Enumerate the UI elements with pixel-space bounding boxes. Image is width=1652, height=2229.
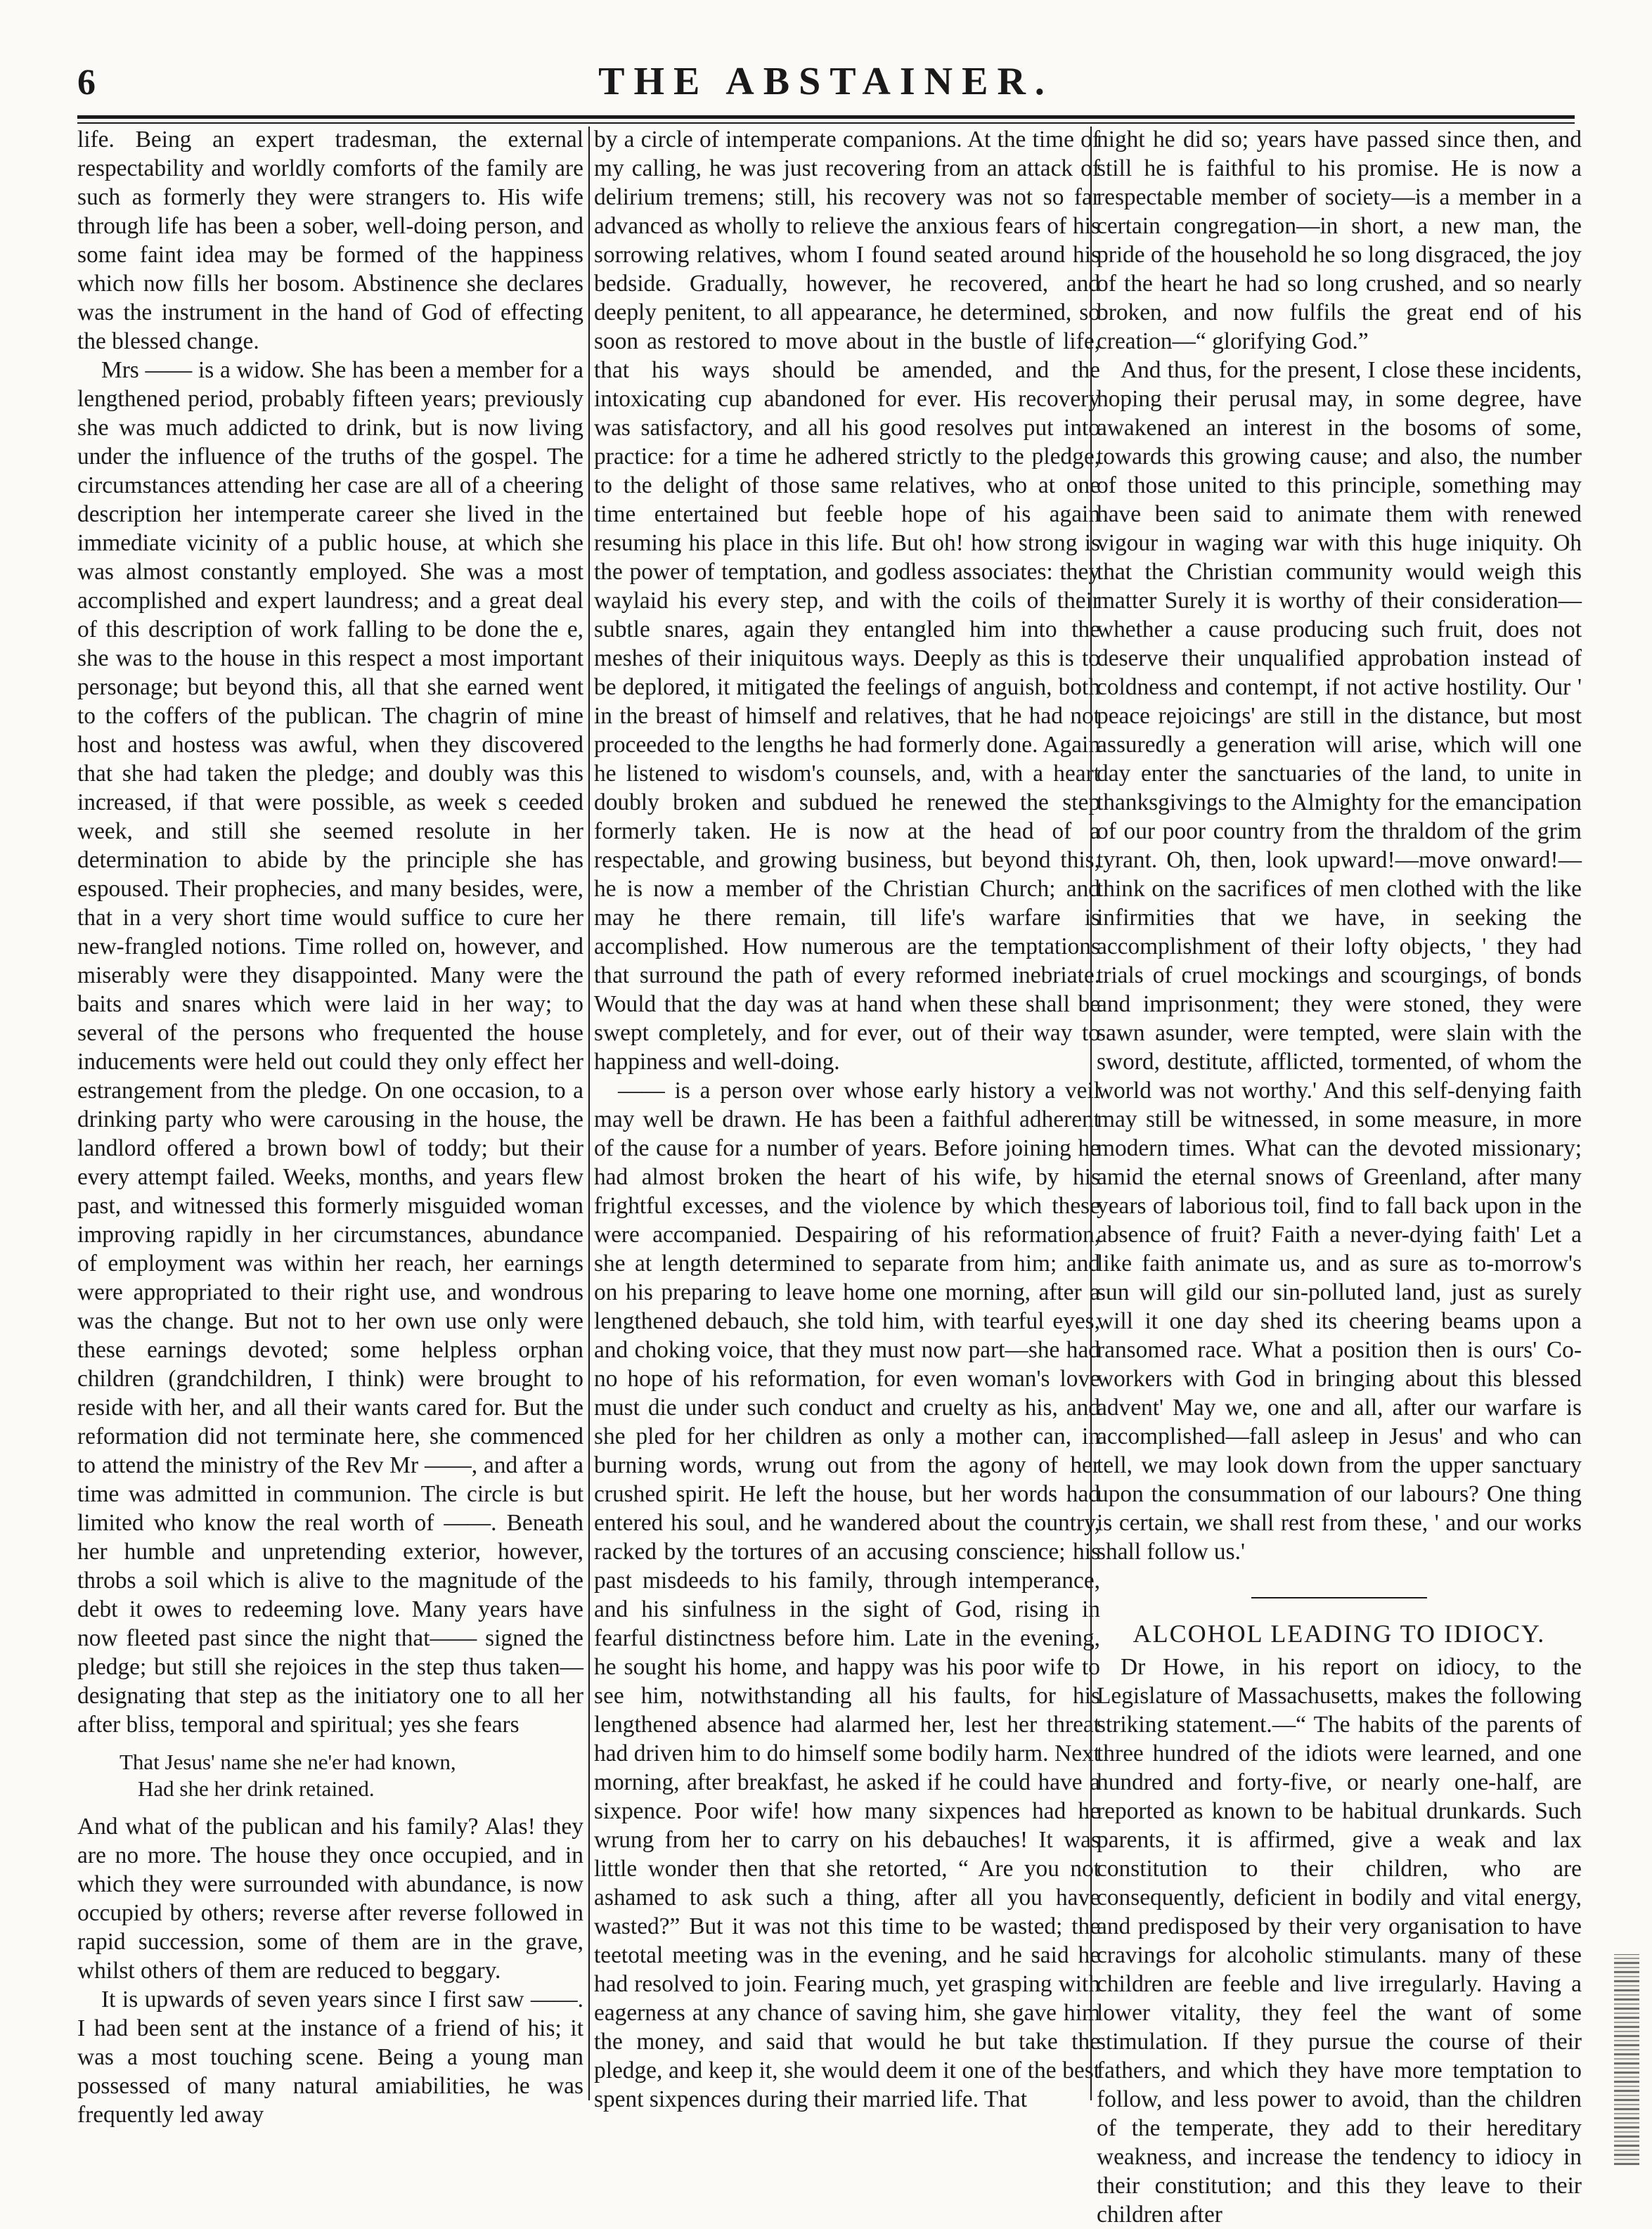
masthead-title: THE ABSTAINER. xyxy=(598,60,1054,103)
column-2 xyxy=(594,125,1100,2112)
paragraph: life. Being an expert tradesman, the external respectability and worldly comforts of the family are such as formerly they were strangers to. His wife through life has been a sober, well-doing person, and some faint idea may be formed of the happiness which now fills her bosom. Abstinence she declares was the instrument in the hand of God of effecting the blessed change. xyxy=(77,127,583,354)
paragraph: Mrs —— is a widow. She has been a member for a lengthened period, probably fifteen years; previously she was much addicted to drink, but is now living under the influence of the truths of the gospel. The circumstances attending her case are all of a cheering description her intemperate career she lived in the immediate vicinity of a public house, at which she was almost constantly employed. She was a most accomplished and expert laundress; and a great deal of this description of work falling to be done the e, she was to the house in this respect a most important personage; but beyond this, all that she earned went to the coffers of the publican. The chagrin of mine host and hostess was awful, when they discovered that she had taken the pledge; and doubly was this increased, if that were possible, as week s ceeded week, and still she seemed resolute in her determination to abide by the principle she has espoused. Their prophecies, and many besides, were, that in a very short time would suffice to cure her new-frangled notions. Time rolled on, however, and miserably were they disappointed. Many were the baits and snares which were laid in her way; to several of the persons who frequented the house inducements were held out could they only effect her estrangement from the pledge. On one occasion, to a drinking party who were carousing in the house, the landlord offered a brown bowl of toddy; but their every attempt failed. Weeks, months, and years flew past, and witnessed this formerly misguided woman improving rapidly in her circumstances, abundance of employment was within her reach, her earnings were appropriated to their right use, and wondrous was the change. But not to her own use only were these earnings devoted; some helpless orphan children (grandchildren, I think) were brought to reside with her, and all their wants cared for. But the reformation did not terminate here, she commenced to attend the ministry of the Rev Mr ——, and after a time was admitted in communion. The circle is but limited who know the real worth of ——. Beneath her humble and unpretending exterior, however, throbs a soil which is alive to the magnitude of the debt it owes to redeeming love. Many years have now fleeted past since the night that—— signed the pledge; but still she rejoices in the step thus taken—designating that step as the initiatory one to all her after bliss, temporal and spiritual; yes she fears xyxy=(77,357,583,1738)
page-header xyxy=(77,59,1575,111)
paragraph: by a circle of intemperate companions. At the time of my calling, he was just recovering from an attack of delirium tremens; still, his recovery was not so far advanced as wholly to relieve the anxious fears of his sorrowing relatives, whom I found seated around his bedside. Gradually, however, he recovered, and deeply penitent, to all appearance, he determined, so soon as restored to move about in the bustle of life, that his ways should be amended, and the intoxicating cup abandoned for ever. His recovery was satisfactory, and all his good resolves put into practice: for a time he adhered strictly to the pledge, to the delight of those same relatives, who at one time entertained but feeble hope of his again resuming his place in this life. But oh! how strong is the power of temptation, and godless associates: they waylaid his every step, and with the coils of their subtle snares, again they entangled him into the meshes of their iniquitous ways. Deeply as this is to be deplored, it mitigated the feelings of anguish, both in the breast of himself and relatives, that he had not proceeded to the lengths he had formerly done. Again he listened to wisdom's counsels, and, with a heart doubly broken and subdued he renewed the step formerly taken. He is now at the head of a respectable, and growing business, but beyond this, he is now a member of the Christian Church; and may he there remain, till life's warfare is accomplished. How numerous are the temptations that surround the path of every reformed inebriate. Would that the day was at hand when these shall be swept completely, and for ever, out of their way to happiness and well-doing. xyxy=(594,127,1100,1075)
section-heading: ALCOHOL LEADING TO IDIOCY. xyxy=(1132,1620,1546,1648)
column-divider xyxy=(588,127,590,2100)
header-rule-thick xyxy=(77,115,1575,119)
paragraph: —— is a person over whose early history a veil may well be drawn. He has been a faithful adherent of the cause for a number of years. Before joining he had almost broken the heart of his wife, by his frightful excesses, and the violence by which these were accompanied. Despairing of his reformation, she at length determined to separate from him; and on his preparing to leave home one morning, after a lengthened debauch, she told him, with tearful eyes, and choking voice, that they must now part—she had no hope of his reformation, for even woman's love must die under such conduct and cruelty as his, and she pled for her children as only a mother can, in burning words, wrung out from the agony of her crushed spirit. He left the house, but her words had entered his soul, and he wandered about the country, racked by the tortures of an accusing conscience; his past misdeeds to his family, through intemperance, and his sinfulness in the sight of God, rising in fearful distinctness before him. Late in the evening, he sought his home, and happy was his poor wife to see him, notwithstanding all his faults, for his lengthened absence had alarmed her, lest her threat had driven him to do himself some bodily harm. Next morning, after breakfast, he asked if he could have a sixpence. Poor wife! how many sixpences had he wrung from her to carry on his debauches! It was little wonder then that she retorted, “ Are you not ashamed to ask such a thing, after all you have wasted?” But it was not this time to be wasted; the teetotal meeting was in the evening, and he said he had resolved to join. Fearing much, yet grasping with eagerness at any chance of saving him, she gave him the money, and said that would he but take the pledge, and keep it, she would deem it one of the best spent sixpences during their married life. That xyxy=(594,1078,1100,2112)
paragraph: Dr Howe, in his report on idiocy, to the Legislature of Massachusetts, makes the following striking statement.—“ The habits of the parents of three hundred of the idiots were learned, and one hundred and forty-five, or nearly one-half, are reported as known to be habitual drunkards. Such parents, it is affirmed, give a weak and lax constitution to their children, who are consequently, deficient in bodily and vital energy, and predisposed by their very organisation to have cravings for alcoholic stimulants. many of these children are feeble and live irregularly. Having a lower vitality, they feel the want of some stimulation. If they pursue the course of their fathers, and which they have more temptation to follow, and less power to avoid, than the children of the temperate, they add to their hereditary weakness, and increase the tendency to idiocy in their constitution; and this they leave to their children after xyxy=(1097,1654,1582,2228)
verse-line: Had she her drink retained. xyxy=(138,1776,375,1801)
page-number: 6 xyxy=(77,63,96,103)
section-divider xyxy=(1251,1597,1427,1598)
column-3 xyxy=(1097,125,1582,2228)
paragraph: night he did so; years have passed since then, and still he is faithful to his promise. He is now a respectable member of society—is a member in a certain congregation—in short, a new man, the pride of the household he so long disgraced, the joy of the heart he had so long crushed, and so nearly broken, and now fulfils the great end of his creation—“ glorifying God.” xyxy=(1097,127,1582,354)
page-edge-scan-artifact xyxy=(1614,1954,1639,2165)
paragraph: It is upwards of seven years since I first saw ——. I had been sent at the instance of a friend of his; it was a most touching scene. Being a young man possessed of many natural amiabilities, he was frequently led away xyxy=(77,1986,583,2128)
verse-quote xyxy=(120,1749,583,1802)
column-1 xyxy=(77,125,583,2128)
header-rule-thin xyxy=(77,122,1575,124)
paragraph: And thus, for the present, I close these incidents, hoping their perusal may, in some degree, have awakened an interest in the bosoms of some, towards this growing cause; and also, the number of those united to this principle, something may have been said to animate them with renewed vigour in waging war with this huge iniquity. Oh that the Christian community would weigh this matter Surely it is worthy of their consideration—whether a cause producing such fruit, does not deserve their unqualified approbation instead of coldness and contempt, if not active hostility. Our ' peace rejoicings' are still in the distance, but most assuredly a generation will arise, which will one day enter the sanctuaries of the land, to unite in thanksgivings to the Almighty for the emancipation of our poor country from the thraldom of the grim tyrant. Oh, then, look upward!—move onward!—think on the sacrifices of men clothed with the like infirmities that we have, in seeking the accomplishment of their lofty objects, ' they had trials of cruel mockings and scourgings, of bonds and imprisonment; they were stoned, they were sawn asunder, were tempted, were slain with the sword, destitute, afflicted, tormented, of whom the world was not worthy.' And this self-denying faith may still be witnessed, in some measure, in more modern times. What can the devoted missionary; amid the eternal snows of Greenland, after many years of laborious toil, find to fall back upon in the absence of fruit? Faith a never-dying faith' Let a like faith animate us, and as sure as to-morrow's sun will gild our sin-polluted land, just as surely will it one day shed its cheering beams upon a ransomed race. What a position then is ours' Co-workers with God in bringing about this blessed advent' May we, one and all, after our warfare is accomplished—fall asleep in Jesus' and who can tell, we may look down from the upper sanctuary upon the consummation of our labours? One thing is certain, we shall rest from these, ' and our works shall follow us.' xyxy=(1097,357,1582,1565)
paragraph: And what of the publican and his family? Alas! they are no more. The house they once occupied, and in which they were surrounded with abundance, is now occupied by others; reverse after reverse followed in rapid succession, some of them are in the grave, whilst others of them are reduced to beggary. xyxy=(77,1814,583,1984)
verse-line: That Jesus' name she ne'er had known, xyxy=(120,1750,456,1774)
